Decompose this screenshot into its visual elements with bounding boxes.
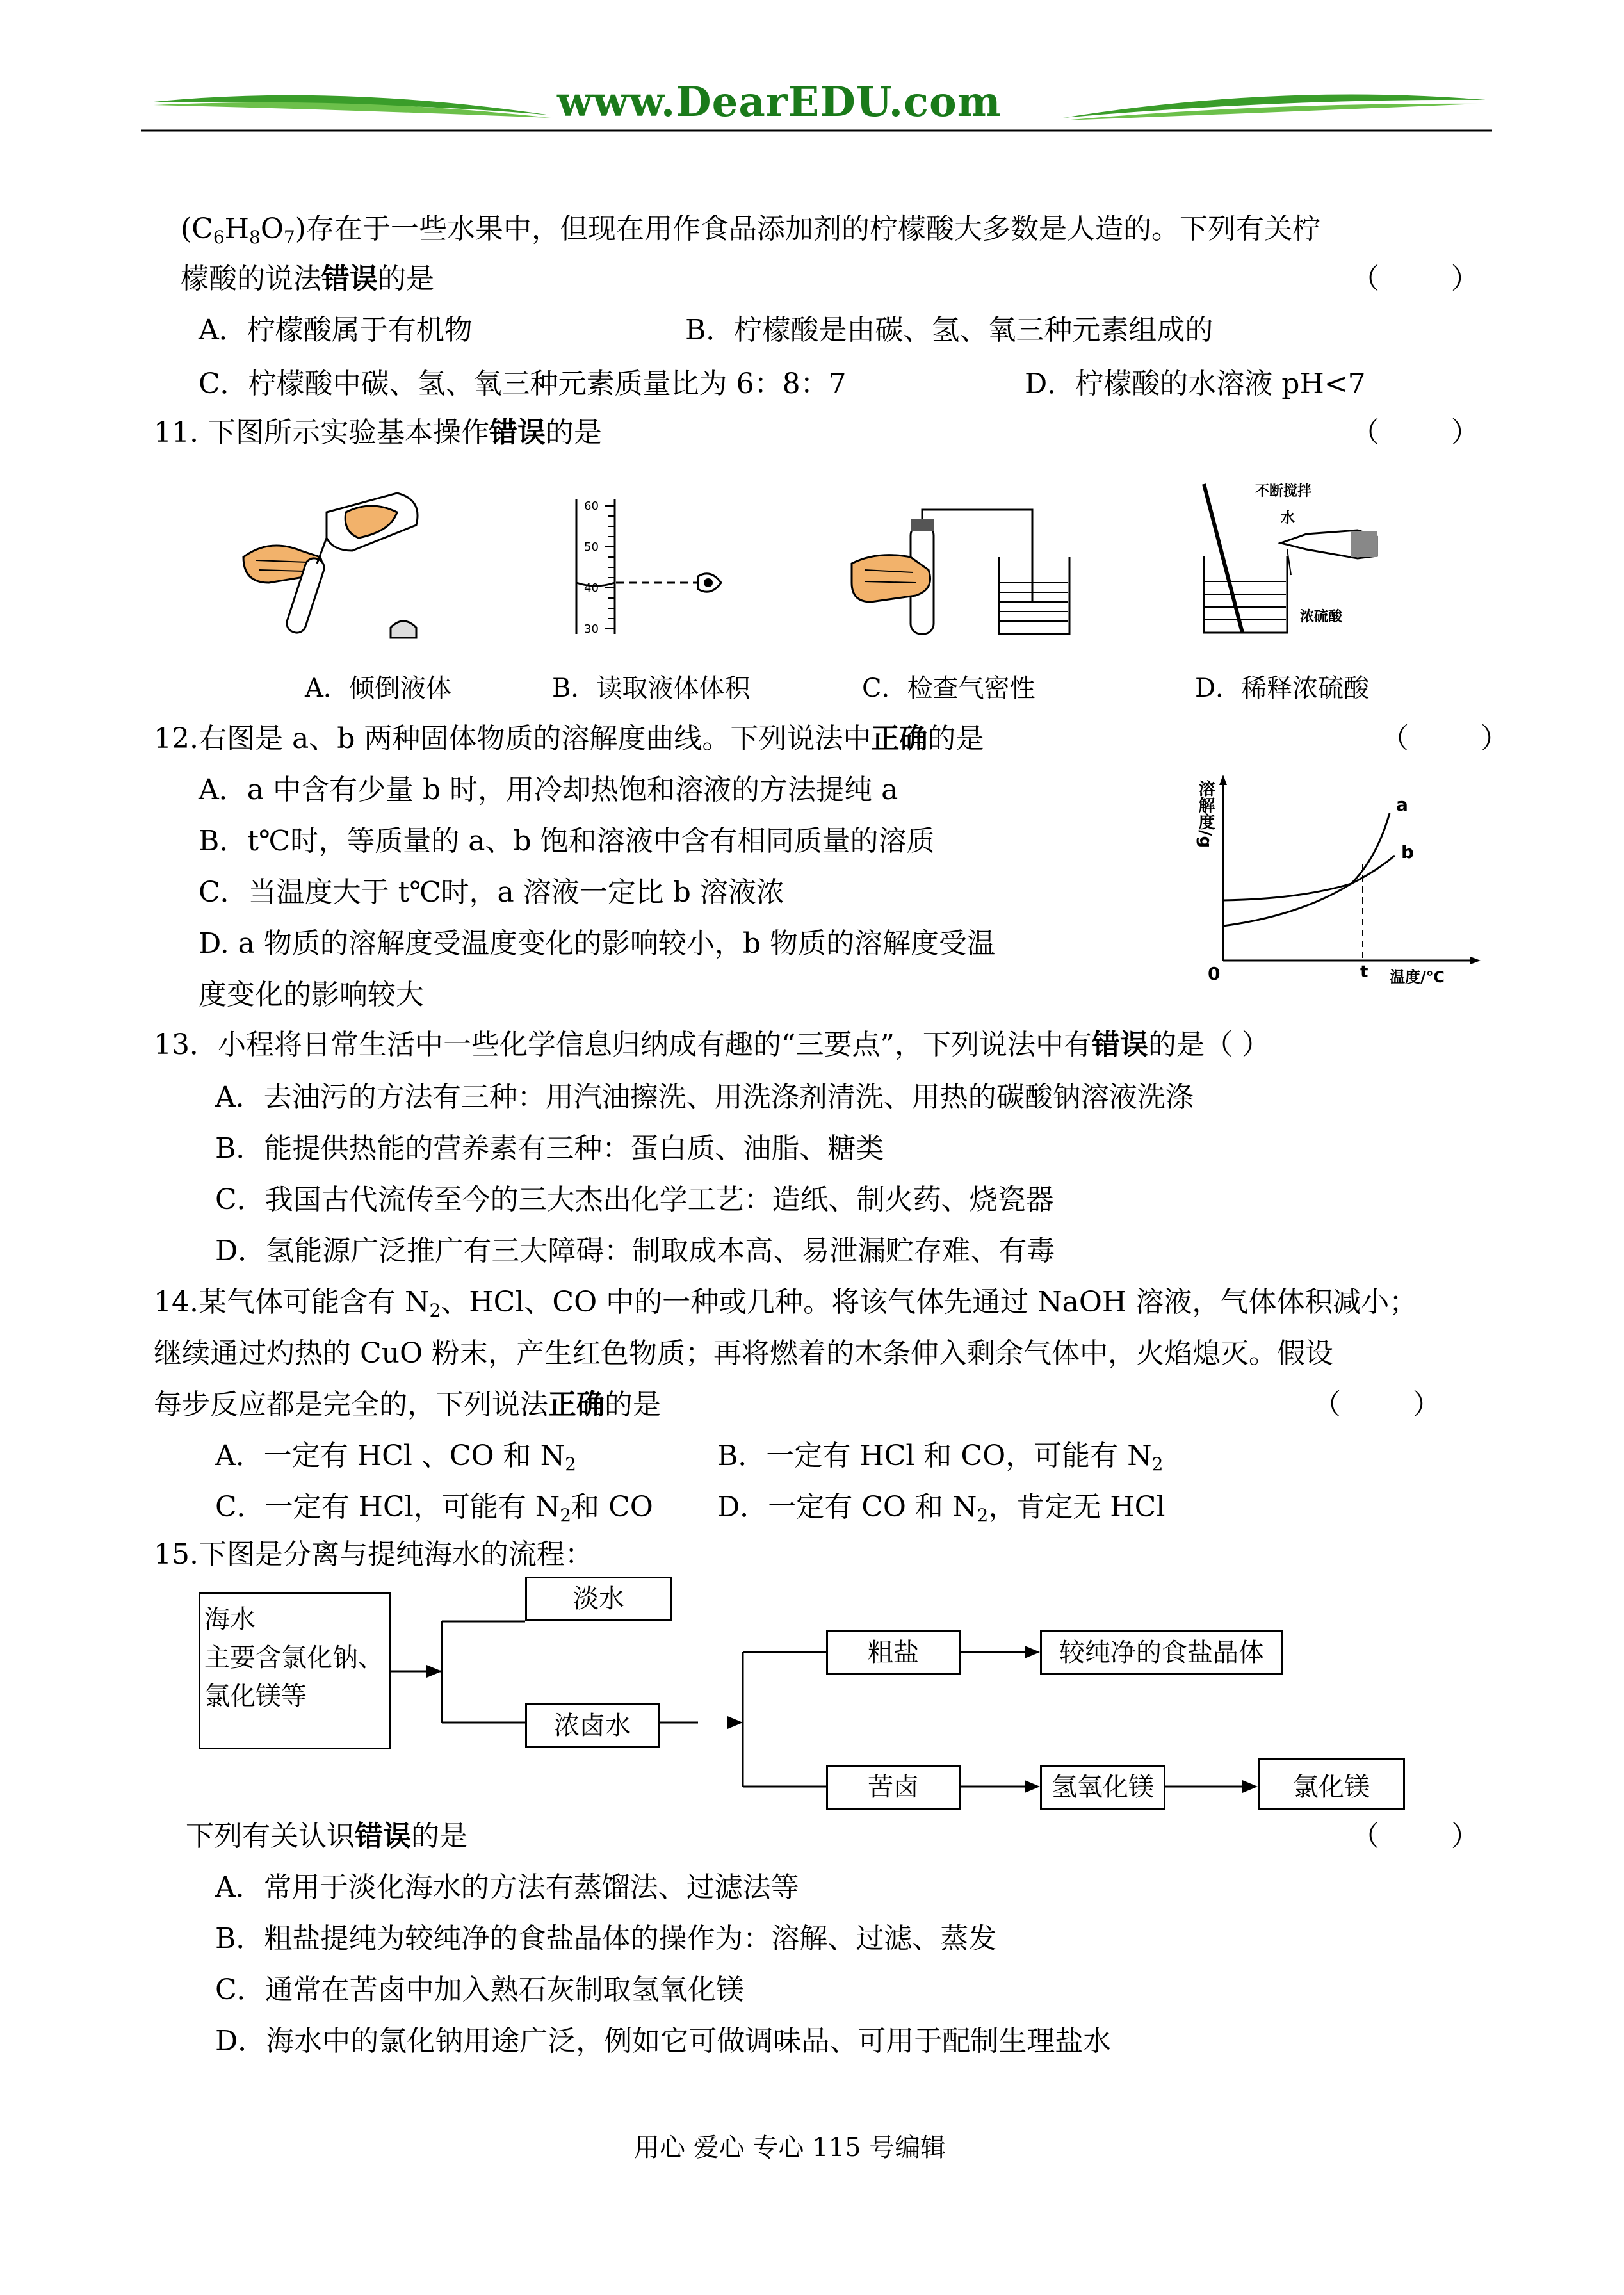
q14-option-c: C．一定有 HCl，可能有 $N_2$和 CO <box>215 1491 653 1526</box>
q13-option-b: B．能提供热能的营养素有三种：蛋白质、油脂、糖类 <box>215 1132 884 1165</box>
q12-option-d-line1: D. a 物质的溶解度受温度变化的影响较小，b 物质的溶解度受温 <box>199 927 996 960</box>
q11-stem: 11. 下图所示实验基本操作错误的是 <box>154 416 602 449</box>
flow-box-seawater: 海水 主要含氯化钠、 氯化镁等 <box>199 1592 391 1749</box>
q12-answer-paren: （ ） <box>1381 722 1509 755</box>
q11-caption-d: D．稀释浓硫酸 <box>1195 674 1370 703</box>
q13-option-c: C．我国古代流传至今的三大杰出化学工艺：造纸、制火药、烧瓷器 <box>215 1183 1054 1216</box>
cyl-tick-30: 30 <box>584 622 599 636</box>
q12-option-c: C．当温度大于 t℃时，a 溶液一定比 b 溶液浓 <box>199 876 784 909</box>
q15-option-d: D．海水中的氯化钠用途广泛，例如它可做调味品、可用于配制生理盐水 <box>215 2025 1112 2057</box>
q15-answer-paren: （ ） <box>1351 1820 1479 1853</box>
graph-ylabel: 溶解度/g <box>1196 780 1215 848</box>
q10-option-d: D．柠檬酸的水溶液 pH<7 <box>1025 368 1366 400</box>
q14-answer-paren: （ ） <box>1313 1388 1441 1421</box>
q13-option-d: D．氢能源广泛推广有三大障碍：制取成本高、易泄漏贮存难、有毒 <box>215 1235 1055 1267</box>
q13-option-a: A．去油污的方法有三种：用汽油擦洗、用洗涤剂清洗、用热的碳酸钠溶液洗涤 <box>215 1081 1194 1114</box>
flow-box-brine: 浓卤水 <box>525 1703 660 1748</box>
cyl-tick-60: 60 <box>584 499 599 513</box>
q12-option-a: A．a 中含有少量 b 时，用冷却热饱和溶液的方法提纯 a <box>199 774 898 806</box>
flow-box-mg-chloride: 氯化镁 <box>1258 1758 1405 1810</box>
q15-option-b: B．粗盐提纯为较纯净的食盐晶体的操作为：溶解、过滤、蒸发 <box>215 1922 997 1955</box>
q11-caption-c: C．检查气密性 <box>862 674 1035 703</box>
flow-box-crude-salt: 粗盐 <box>826 1630 961 1675</box>
q10-option-c: C．柠檬酸中碳、氢、氧三种元素质量比为 6：8：7 <box>199 368 847 400</box>
q14-option-d: D．一定有 CO 和 $N_2$，肯定无 HCl <box>717 1491 1165 1526</box>
curve-b-label: b <box>1401 841 1415 863</box>
graph-origin: 0 <box>1208 963 1221 984</box>
q15-option-a: A．常用于淡化海水的方法有蒸馏法、过滤法等 <box>215 1871 799 1904</box>
q15-option-c: C．通常在苦卤中加入熟石灰制取氢氧化镁 <box>215 1974 744 2006</box>
q10-answer-paren: （ ） <box>1351 263 1479 295</box>
q11-answer-paren: （ ） <box>1351 416 1479 449</box>
flow-box-mg-hydroxide: 氢氧化镁 <box>1040 1765 1165 1810</box>
q12-stem: 12.右图是 a、b 两种固体物质的溶解度曲线。下列说法中正确的是 <box>154 722 984 755</box>
flow-box-fresh-water: 淡水 <box>525 1577 672 1621</box>
q14-stem-line1: 14.某气体可能含有 $N_2$、HCl、CO 中的一种或几种。将该气体先通过 NaOH 溶液，气体体积减小； <box>154 1286 1418 1321</box>
flow-box-bittern: 苦卤 <box>826 1765 961 1810</box>
graph-t-label: t <box>1360 962 1368 982</box>
curve-a-label: a <box>1396 794 1408 815</box>
q14-stem-line3: 每步反应都是完全的，下列说法正确的是 <box>154 1388 661 1421</box>
q15-substem: 下列有关认识错误的是 <box>186 1820 467 1853</box>
label-acid: 浓硫酸 <box>1300 609 1343 625</box>
q15-stem: 15.下图是分离与提纯海水的流程： <box>154 1538 593 1571</box>
q10-option-a: A．柠檬酸属于有机物 <box>199 314 473 346</box>
label-stir: 不断搅拌 <box>1255 483 1312 499</box>
q10-stem-line2: 檬酸的说法错误的是 <box>181 263 434 295</box>
q11-caption-b: B．读取液体体积 <box>552 674 751 703</box>
q14-option-b: B．一定有 HCl 和 CO，可能有 $N_2$ <box>717 1439 1164 1475</box>
flow-box-pure-salt: 较纯净的食盐晶体 <box>1040 1630 1283 1675</box>
q10-stem-line1: $(C_6H_8O_7)$存在于一些水果中，但现在用作食品添加剂的柠檬酸大多数是人造的。下列有关柠 <box>181 213 1320 248</box>
q10-option-b: B．柠檬酸是由碳、氢、氧三种元素组成的 <box>685 314 1214 346</box>
q14-stem-line2: 继续通过灼热的 CuO 粉末，产生红色物质；再将燃着的木条伸入剩余气体中，火焰熄灭。假设 <box>154 1337 1334 1370</box>
cyl-tick-40: 40 <box>584 581 599 595</box>
header-logo: www.DearEDU.com <box>557 78 1002 126</box>
graph-xlabel: 温度/℃ <box>1390 968 1445 986</box>
q12-option-d-line2: 度变化的影响较大 <box>199 978 424 1011</box>
q14-option-a: A．一定有 HCl 、CO 和 $N_2$ <box>215 1439 576 1475</box>
q12-option-b: B．t℃时，等质量的 a、b 饱和溶液中含有相同质量的溶质 <box>199 825 935 857</box>
label-water: 水 <box>1281 510 1295 526</box>
cyl-tick-50: 50 <box>584 540 599 554</box>
page-footer: 用心 爱心 专心 115 号编辑 <box>634 2133 946 2162</box>
q11-caption-a: A．倾倒液体 <box>305 674 451 703</box>
q13-stem: 13．小程将日常生活中一些化学信息归纳成有趣的“三要点”，下列说法中有错误的是（ ） <box>154 1028 1270 1061</box>
